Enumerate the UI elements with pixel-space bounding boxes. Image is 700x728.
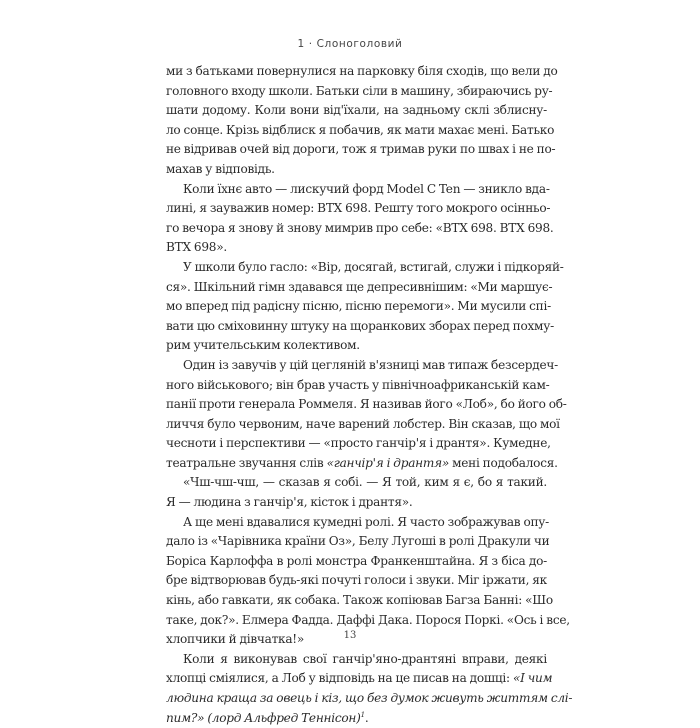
- page-number: 13: [343, 630, 357, 641]
- text-line: Один із завучів у цій цегляній в'язниці мав типаж безсердеч-: [183, 357, 558, 372]
- text-line: личчя було червоним, наче варений лобстер. Він сказав, що мої: [166, 416, 560, 431]
- text-line: ного військового; він брав участь у північноафриканській кам-: [166, 377, 550, 392]
- text-line: чесноти і перспективи — «просто ганчір'я і дрантя». Кумедне,: [166, 436, 551, 451]
- text-line: Коли я виконував свої ганчір'яно-дрантяні вправи, деякі: [183, 651, 547, 666]
- text-line: хлопці сміялися, а Лоб у відповідь на це писав на дошці: «І чим: [166, 671, 553, 686]
- text-line: пим?» (лорд Альфред Теннісон)$^1$.: [166, 710, 369, 725]
- running-head: 1 · Слоноголовий: [297, 38, 403, 50]
- text-line: кінь, або гавкати, як собака. Також копіював Багза Банні: «Шо: [166, 593, 553, 608]
- text-line: ми з батьками повернулися на парковку біля сходів, що вели до: [166, 64, 558, 78]
- text-line: не відривав очей від дороги, тож я тримав руки по швах і не по-: [166, 142, 556, 157]
- text-line: махав у відповідь.: [166, 161, 275, 176]
- text-line: дало із «Чарівника країни Оз», Белу Лугоші в ролі Дракули чи: [166, 534, 550, 549]
- text-line: мо вперед під радісну пісню, пісню перемоги». Ми мусили спі-: [166, 299, 551, 314]
- text-line: таке, док?». Елмера Фадда. Даффі Дака. Порося Поркі. «Ось і все,: [166, 612, 570, 627]
- text-line: хлопчики й дівчатка!»: [166, 632, 305, 647]
- text-line: ся». Шкільний гімн здавався ще депресивнішим: «Ми маршує-: [166, 279, 553, 294]
- text-line: бре відтворював будь-які почуті голоси і звуки. Міг іржати, як: [166, 573, 547, 588]
- text-line: BTX 698».: [166, 240, 227, 255]
- text-line: вати цю сміховинну штуку на щоранкових зборах перед похму-: [166, 318, 554, 333]
- text-line: шати додому. Коли вони від'їхали, на задньому склі зблисну-: [166, 103, 547, 118]
- text-line: людина краща за овець і кіз, що без думок живуть життям слі-: [166, 691, 573, 705]
- text-line: панії проти генерала Роммеля. Я називав його «Лоб», бо його об-: [166, 397, 567, 412]
- text-line: головного входу школи. Батьки сіли в машину, збираючись ру-: [166, 83, 553, 98]
- text-line: Боріса Карлоффа в ролі монстра Франкенштайна. Я з біса до-: [166, 553, 547, 568]
- text-line: лині, я зауважив номер: BTX 698. Решту того мокрого осінньо-: [166, 201, 551, 216]
- text-line: У школи було гасло: «Вір, досягай, встигай, служи і підкоряй-: [183, 259, 564, 274]
- text-line: А ще мені вдавалися кумедні ролі. Я часто зображував опу-: [183, 514, 550, 529]
- text-line: Коли їхнє авто — лискучий форд Model C Ten — зникло вда-: [183, 181, 550, 196]
- body-text: [166, 62, 573, 728]
- text-line: ло сонце. Крізь відблиск я побачив, як мати махає мені. Батько: [166, 122, 555, 137]
- text-line: го вечора я знову й знову мимрив про себе: «BTX 698. BTX 698.: [166, 220, 554, 235]
- text-line: Я — людина з ганчір'я, кісток і дрантя».: [166, 495, 413, 510]
- text-line: рим учительським колективом.: [166, 338, 360, 353]
- text-line: театральне звучання слів «ганчір'я і дрантя» мені подобалося.: [166, 455, 558, 470]
- text-line: «Чш-чш-чш, — сказав я собі. — Я той, ким я є, бо я такий.: [183, 475, 547, 490]
